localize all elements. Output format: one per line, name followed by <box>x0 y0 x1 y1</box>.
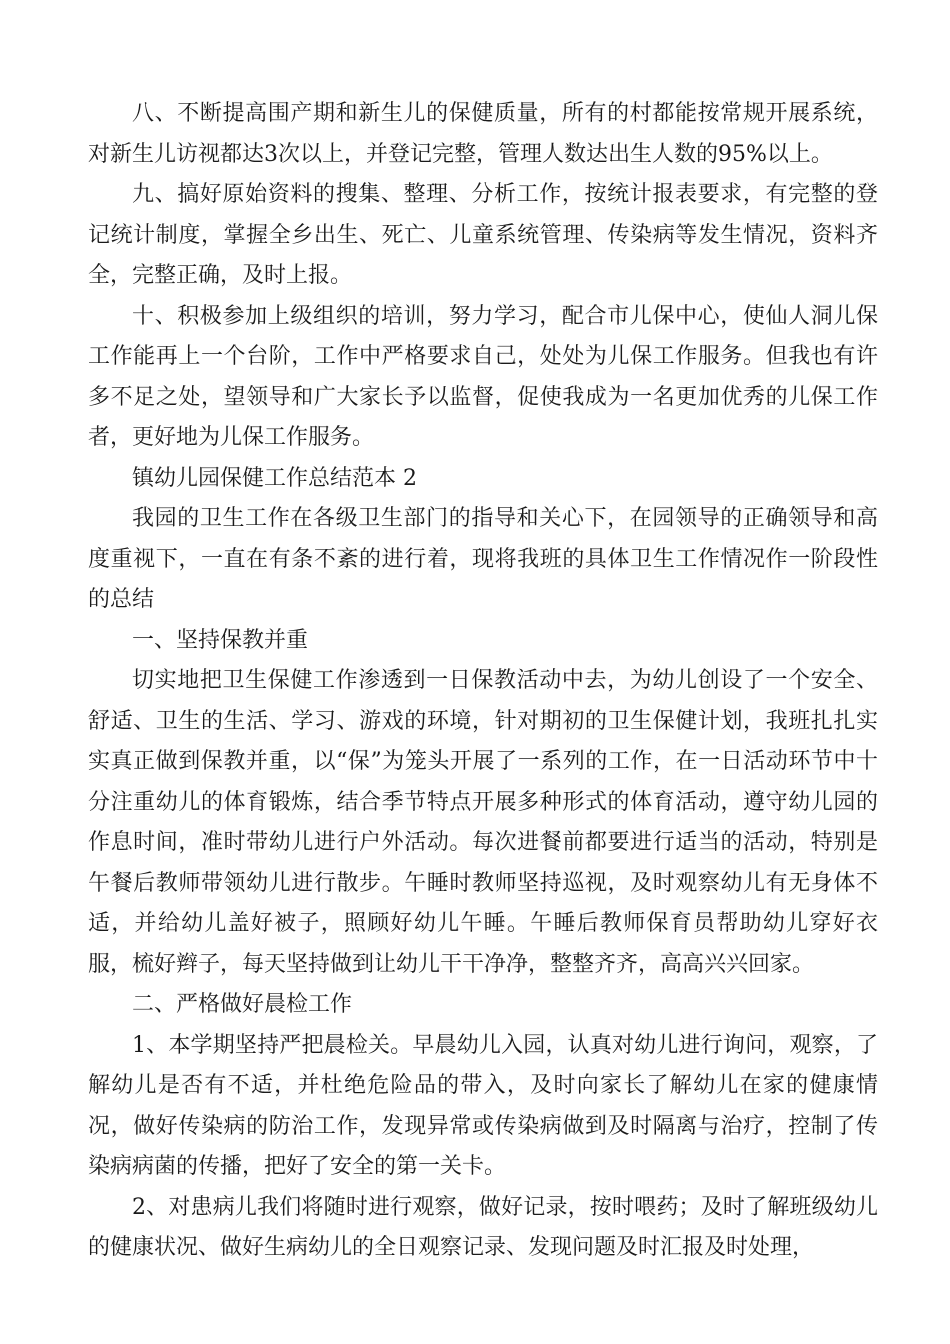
paragraph-body-3: 2、对患病儿我们将随时进行观察，做好记录，按时喂药；及时了解班级幼儿的健康状况、做好生病幼儿的全日观察记录、发现问题及时汇报及时处理， <box>88 1194 878 1260</box>
document-page <box>88 94 878 1269</box>
paragraph-2: 九、搞好原始资料的搜集、整理、分析工作，按统计报表要求，有完整的登记统计制度，掌握全乡出生、死亡、儿童系统管理、传染病等发生情况，资料齐全，完整正确，及时上报。 <box>88 182 878 288</box>
paragraph-intro: 我园的卫生工作在各级卫生部门的指导和关心下，在园领导的正确领导和高度重视下，一直在有条不紊的进行着，现将我班的具体卫生工作情况作一阶段性的总结 <box>88 506 878 612</box>
heading-2: 二、严格做好晨检工作 <box>132 992 353 1017</box>
paragraph-body-2: 1、本学期坚持严把晨检关。早晨幼儿入园，认真对幼儿进行询问，观察，了解幼儿是否有不适，并杜绝危险品的带入，及时向家长了解幼儿在家的健康情况，做好传染病的防治工作，发现异常或传染病做到及时隔离与治疗，控制了传染病病菌的传播，把好了安全的第一关卡。 <box>88 1032 878 1179</box>
heading-1: 一、坚持保教并重 <box>132 627 309 653</box>
section-title: 镇幼儿园保健工作总结范本 2 <box>132 465 417 491</box>
paragraph-1: 八、不断提高围产期和新生儿的保健质量，所有的村都能按常规开展系统，对新生儿访视都达3次以上，并登记完整，管理人数达出生人数的95%以上。 <box>88 101 878 167</box>
paragraph-body-1: 切实地把卫生保健工作渗透到一日保教活动中去，为幼儿创设了一个安全、舒适、卫生的生活、学习、游戏的环境，针对期初的卫生保健计划，我班扎扎实实真正做到保教并重，以“保”为笼头开展了一系列的工作，在一日活动环节中十分注重幼儿的体育锻炼，结合季节特点开展多种形式的体育活动，遵守幼儿园的作息时间，准时带幼儿进行户外活动。每次进餐前都要进行适当的活动，特别是午餐后教师带领幼儿进行散步。午睡时教师坚持巡视，及时观察幼儿有无身体不适，并给幼儿盖好被子，照顾好幼儿午睡。午睡后教师保育员帮助幼儿穿好衣服，梳好辫子，每天坚持做到让幼儿干干净净，整整齐齐，高高兴兴回家。 <box>88 668 878 977</box>
paragraph-3: 十、积极参加上级组织的培训，努力学习，配合市儿保中心，使仙人洞儿保工作能再上一个台阶，工作中严格要求自己，处处为儿保工作服务。但我也有许多不足之处，望领导和广大家长予以监督，促使我成为一名更加优秀的儿保工作者，更好地为儿保工作服务。 <box>88 303 878 450</box>
